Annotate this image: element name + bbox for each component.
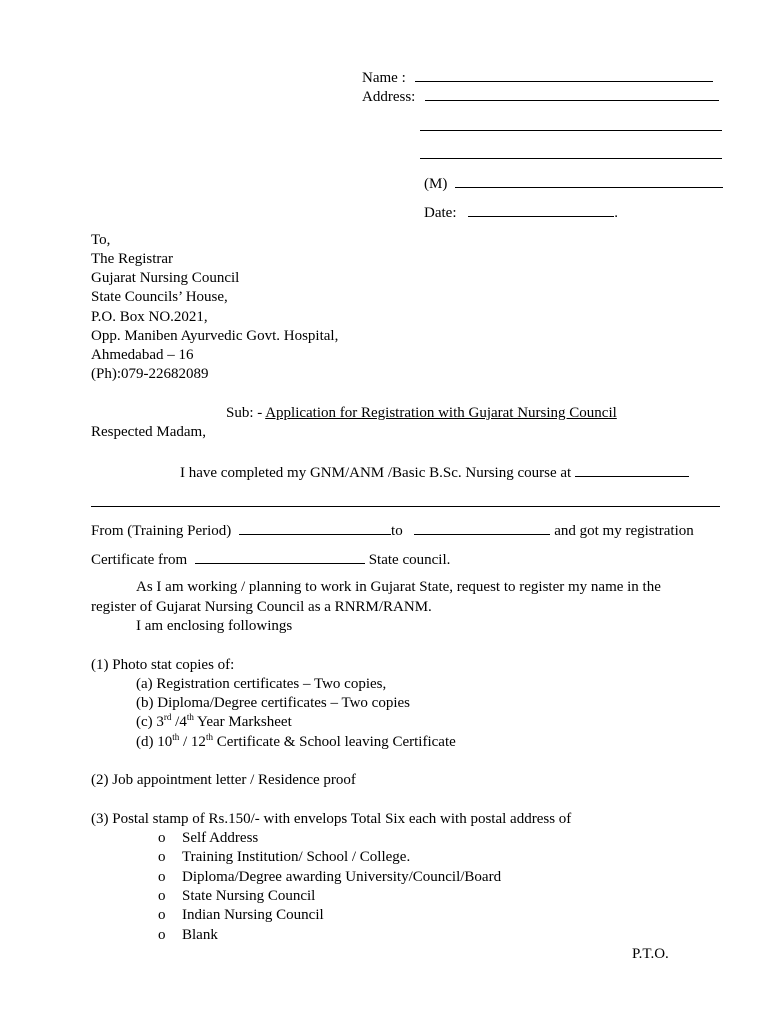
list-item [158, 848, 410, 867]
institution-field[interactable] [575, 462, 689, 477]
address-item-label: Self Address [182, 830, 259, 846]
request-line-1: As I am working / planning to work in Gujarat State, request to register my name in the [136, 579, 661, 595]
to-line: To, [91, 232, 111, 248]
address-item-label: Training Institution/ School / College. [182, 849, 411, 865]
to-word: to [391, 523, 403, 539]
item-1d-ordinal-1: th [172, 732, 180, 742]
date-field[interactable] [468, 202, 614, 217]
date-label: Date: [424, 205, 457, 221]
registration-text: and got my registration [554, 523, 694, 539]
bullet-icon: o [158, 888, 166, 904]
period-to-field[interactable] [414, 520, 550, 535]
salutation: Respected Madam, [91, 424, 206, 440]
enclosure-item-1d [136, 733, 456, 753]
recipient-line: The Registrar [91, 251, 174, 267]
address-row-2 [420, 116, 722, 137]
recipient-line: State Councils’ House, [91, 289, 228, 305]
completion-text: I have completed my GNM/ANM /Basic B.Sc. Nursing course at [180, 465, 572, 481]
date-row [424, 202, 618, 223]
address-item-label: Blank [182, 927, 218, 943]
recipient-line: P.O. Box NO.2021, [91, 309, 208, 325]
address-label: Address: [362, 89, 416, 105]
enclosure-item-2: (2) Job appointment letter / Residence proof [91, 772, 356, 788]
address-field-2[interactable] [420, 116, 722, 131]
subject-text: Application for Registration with Gujarat Nursing Council [265, 405, 617, 421]
item-1c-suffix: Year Marksheet [193, 714, 292, 730]
address-item-label: Diploma/Degree awarding University/Council/Board [182, 869, 502, 885]
bullet-icon: o [158, 927, 166, 943]
name-field[interactable] [415, 67, 713, 82]
completion-line [180, 462, 689, 483]
recipient-line: Ahmedabad – 16 [91, 347, 194, 363]
institution-field-2[interactable] [91, 492, 720, 507]
bullet-icon: o [158, 830, 166, 846]
recipient-line: Gujarat Nursing Council [91, 270, 240, 286]
enclosure-item-1c [136, 713, 292, 733]
list-item [158, 906, 324, 925]
date-suffix: . [614, 205, 618, 221]
item-1d-ordinal-2: th [205, 732, 213, 742]
list-item [158, 926, 218, 945]
mobile-row [424, 173, 723, 194]
item-1c-ordinal-1: rd [163, 712, 172, 722]
address-item-label: State Nursing Council [182, 888, 316, 904]
list-item [158, 868, 501, 887]
list-item [158, 887, 315, 906]
enclosure-item-1: (1) Photo stat copies of: [91, 657, 235, 673]
name-label: Name : [362, 70, 406, 86]
bullet-icon: o [158, 849, 166, 865]
enclosure-item-1a: (a) Registration certificates – Two copies, [136, 676, 387, 692]
item-1d-suffix: Certificate & School leaving Certificate [212, 734, 456, 750]
subject-line [226, 404, 617, 423]
item-1c-mid: /4 [171, 714, 187, 730]
mobile-field[interactable] [455, 173, 723, 188]
cert-from-label: Certificate from [91, 552, 188, 568]
certificate-line [91, 549, 450, 570]
institution-continuation [91, 492, 720, 513]
address-field-3[interactable] [420, 144, 722, 159]
state-field[interactable] [195, 549, 365, 564]
state-council-text: State council. [368, 552, 451, 568]
list-item [158, 829, 258, 848]
subject-prefix: Sub: - [226, 405, 266, 421]
item-1c-prefix: (c) 3 [136, 714, 164, 730]
address-row-3 [420, 144, 722, 165]
request-line-2: register of Gujarat Nursing Council as a RNRM/RANM. [91, 599, 432, 615]
recipient-line: (Ph):079-22682089 [91, 366, 209, 382]
training-period-line [91, 520, 694, 541]
address-row [362, 86, 719, 107]
name-row [362, 67, 713, 88]
item-1d-mid: / 12 [179, 734, 206, 750]
mobile-label: (M) [424, 176, 448, 192]
item-1c-ordinal-2: th [186, 712, 194, 722]
bullet-icon: o [158, 907, 166, 923]
bullet-icon: o [158, 869, 166, 885]
address-field-1[interactable] [425, 86, 719, 101]
address-item-label: Indian Nursing Council [182, 907, 324, 923]
enclosure-item-3: (3) Postal stamp of Rs.150/- with envelops Total Six each with postal address of [91, 811, 572, 827]
from-label: From (Training Period) [91, 523, 232, 539]
pto-label: P.T.O. [632, 946, 669, 962]
recipient-line: Opp. Maniben Ayurvedic Govt. Hospital, [91, 328, 339, 344]
enclosing-line: I am enclosing followings [136, 618, 293, 634]
enclosure-item-1b: (b) Diploma/Degree certificates – Two copies [136, 695, 410, 711]
item-1d-prefix: (d) 10 [136, 734, 173, 750]
period-from-field[interactable] [239, 520, 391, 535]
